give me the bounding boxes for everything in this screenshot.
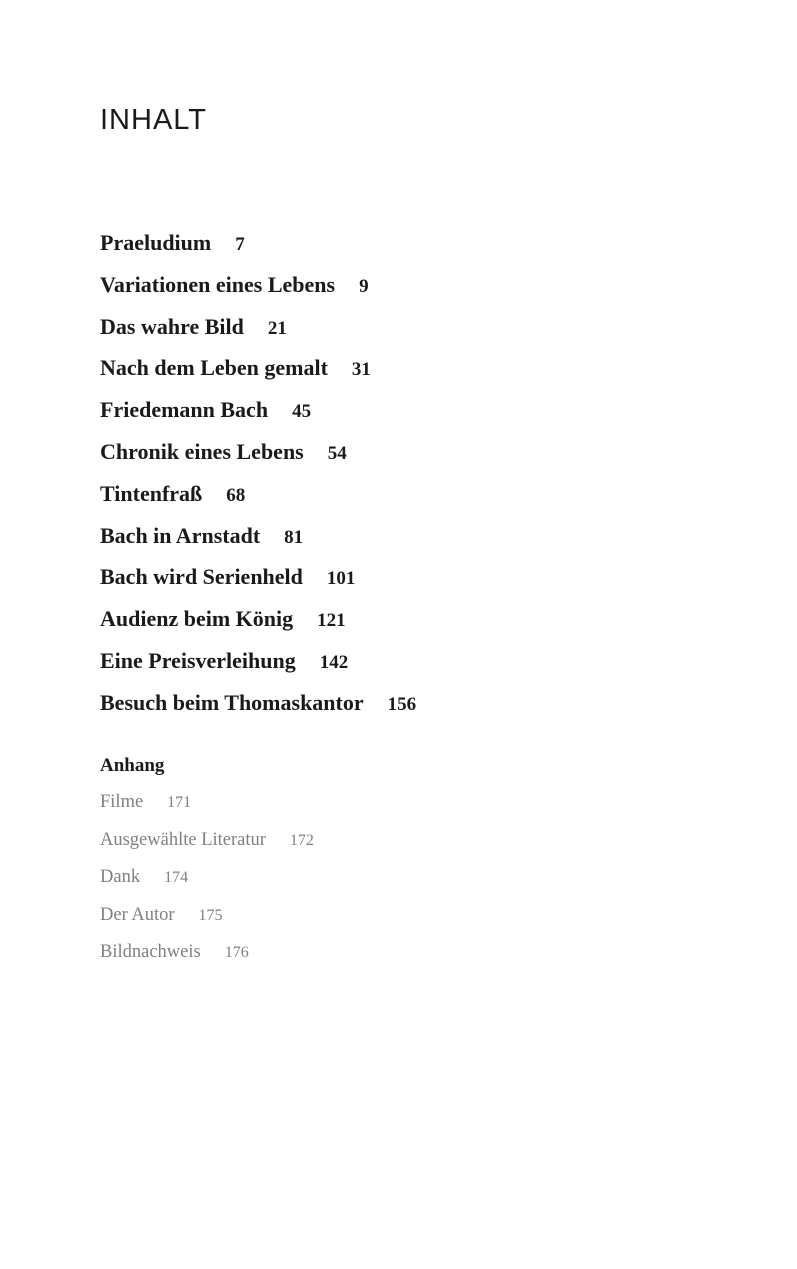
appendix-entry	[100, 897, 314, 935]
appendix-title: Filme	[100, 792, 144, 812]
chapter-title: Eine Preisverleihung	[100, 647, 296, 673]
chapter-title: Bach wird Serienheld	[100, 564, 303, 590]
page-title: INHALT	[100, 104, 207, 136]
chapter-title: Das wahre Bild	[100, 313, 244, 339]
appendix-page-number: 171	[167, 794, 192, 811]
chapter-page-number: 54	[327, 442, 347, 464]
chapter-entry	[100, 556, 416, 598]
chapter-title: Bach in Arnstadt	[100, 522, 261, 548]
appendix-list	[100, 784, 314, 972]
appendix-entry	[100, 784, 314, 822]
chapter-entry	[100, 473, 416, 515]
chapter-title: Friedemann Bach	[100, 397, 269, 423]
chapter-title: Audienz beim König	[100, 606, 294, 632]
chapter-entry	[100, 389, 416, 431]
chapter-page-number: 31	[351, 359, 371, 381]
appendix-entry	[100, 934, 314, 972]
appendix-title: Bildnachweis	[100, 942, 201, 962]
chapter-title: Besuch beim Thomaskantor	[100, 689, 364, 715]
chapter-entry	[100, 347, 416, 389]
chapter-entry	[100, 306, 416, 348]
chapter-list	[100, 222, 416, 724]
chapter-page-number: 142	[319, 651, 349, 673]
chapter-page-number: 121	[317, 610, 346, 632]
chapter-title: Praeludium	[100, 230, 212, 255]
chapter-title: Nach dem Leben gemalt	[100, 355, 328, 381]
chapter-entry	[100, 264, 416, 306]
appendix-page-number: 175	[198, 906, 223, 924]
chapter-title: Tintenfraß	[100, 480, 203, 506]
chapter-title: Variationen eines Lebens	[100, 271, 336, 297]
chapter-entry	[100, 598, 416, 640]
chapter-page-number: 21	[267, 317, 287, 339]
appendix-entry	[100, 822, 314, 860]
appendix-section	[100, 748, 314, 972]
chapter-page-number: 81	[284, 526, 304, 548]
chapter-entry	[100, 515, 416, 557]
appendix-entry	[100, 859, 314, 897]
appendix-page-number: 172	[289, 831, 314, 849]
chapter-entry	[100, 682, 416, 724]
chapter-page-number: 101	[326, 568, 356, 590]
chapter-page-number: 68	[226, 484, 246, 506]
appendix-page-number: 174	[164, 869, 189, 886]
appendix-page-number: 176	[224, 944, 249, 961]
appendix-title: Der Autor	[100, 904, 175, 925]
chapter-entry	[100, 431, 416, 473]
chapter-title: Chronik eines Lebens	[100, 438, 304, 464]
chapter-page-number: 45	[292, 401, 312, 423]
appendix-heading: Anhang	[100, 755, 165, 776]
chapter-entry	[100, 222, 416, 264]
chapter-page-number: 9	[359, 275, 369, 297]
chapter-entry	[100, 640, 416, 682]
appendix-title: Ausgewählte Literatur	[100, 829, 266, 850]
appendix-title: Dank	[100, 867, 141, 887]
chapter-page-number: 156	[387, 693, 417, 715]
chapter-page-number: 7	[235, 234, 245, 255]
